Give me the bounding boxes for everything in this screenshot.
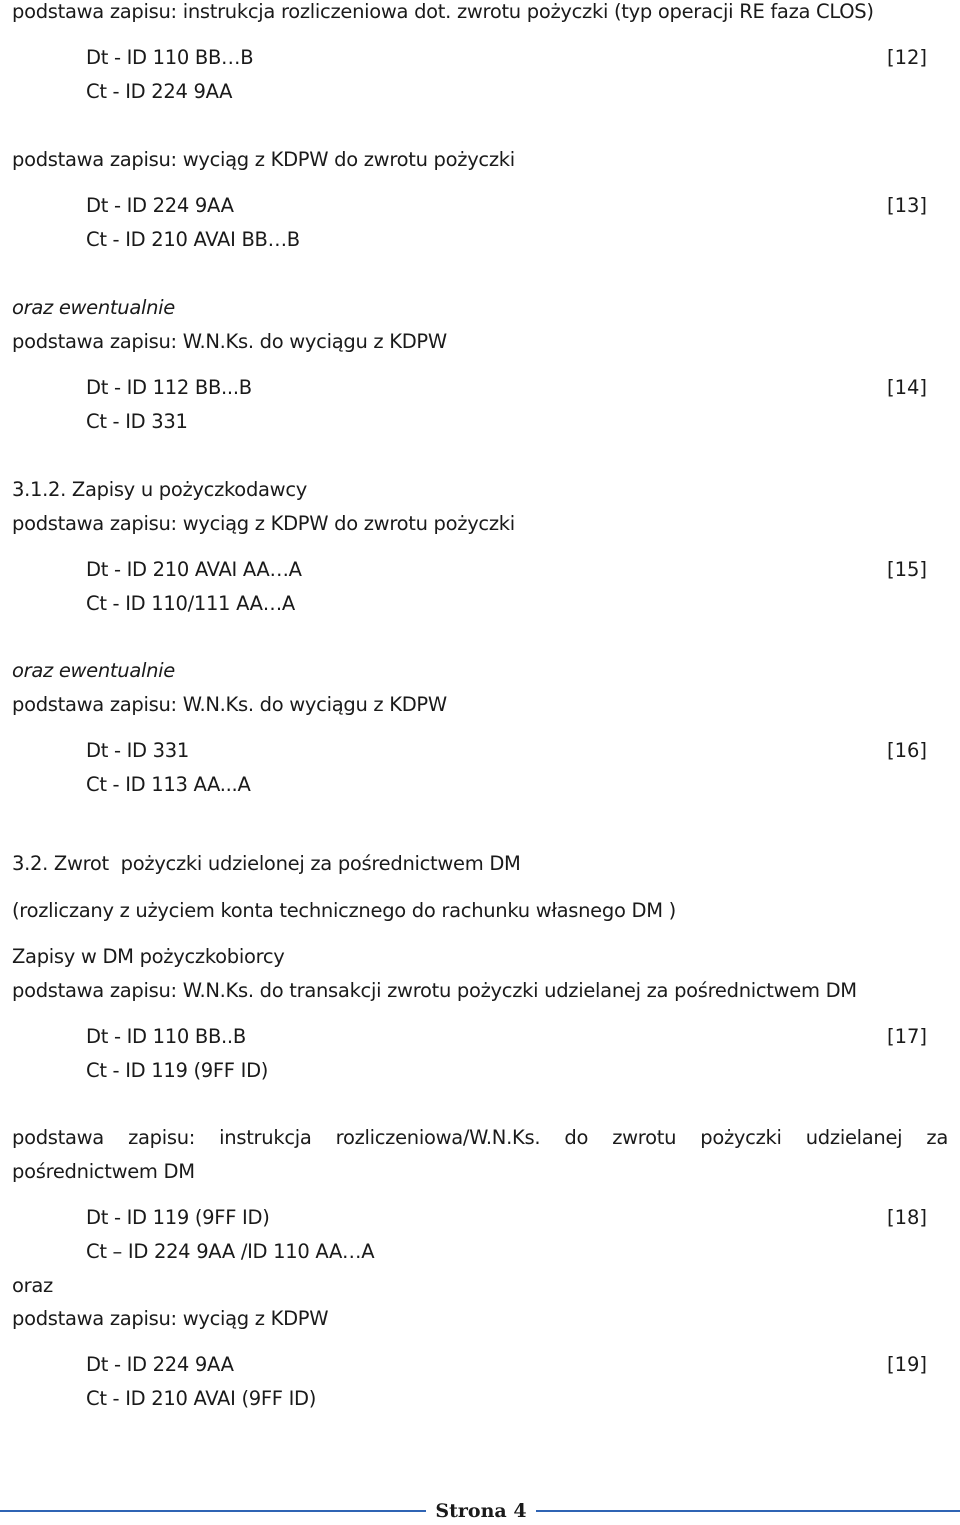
debit-entry: Dt - ID 110 BB…B	[86, 46, 254, 69]
basis-line: podstawa zapisu: W.N.Ks. do wyciągu z KDPW	[12, 330, 447, 353]
section-heading: 3.1.2. Zapisy u pożyczkodawcy	[12, 478, 307, 501]
entry-ref-14: [14]	[886, 376, 927, 399]
credit-entry: Ct – ID 224 9AA /ID 110 AA…A	[86, 1240, 375, 1263]
basis-line: podstawa zapisu: W.N.Ks. do transakcji zwrotu pożyczki udzielanej za pośrednictwem DM	[12, 979, 857, 1002]
debit-entry: Dt - ID 224 9AA	[86, 1353, 234, 1376]
page-number: Strona 4	[426, 1497, 536, 1525]
entry-ref-13: [13]	[886, 194, 927, 217]
debit-entry: Dt - ID 110 BB..B	[86, 1025, 246, 1048]
section-heading: 3.2. Zwrot pożyczki udzielonej za pośrednictwem DM	[12, 852, 521, 875]
entry-ref-17: [17]	[886, 1025, 927, 1048]
entry-ref-18: [18]	[886, 1206, 927, 1229]
credit-entry: Ct - ID 210 AVAI (9FF ID)	[86, 1387, 317, 1410]
basis-line: podstawa zapisu: instrukcja rozliczeniowa dot. zwrotu pożyczki (typ operacji RE faza CLOS)	[12, 0, 874, 23]
conjunction-note: oraz	[12, 1274, 53, 1297]
debit-entry: Dt - ID 224 9AA	[86, 194, 234, 217]
section-subtitle: (rozliczany z użyciem konta technicznego do rachunku własnego DM )	[12, 899, 676, 922]
basis-line-justified: podstawa zapisu: instrukcja rozliczeniowa/W.N.Ks. do zwrotu pożyczki udzielanej za	[12, 1126, 948, 1149]
entry-ref-15: [15]	[886, 558, 927, 581]
credit-entry: Ct - ID 113 AA...A	[86, 773, 251, 796]
basis-line: podstawa zapisu: wyciąg z KDPW do zwrotu pożyczki	[12, 148, 515, 171]
basis-line: podstawa zapisu: wyciąg z KDPW	[12, 1307, 329, 1330]
debit-entry: Dt - ID 119 (9FF ID)	[86, 1206, 270, 1229]
basis-line: podstawa zapisu: wyciąg z KDPW do zwrotu pożyczki	[12, 512, 515, 535]
optional-note: oraz ewentualnie	[12, 659, 175, 682]
optional-note: oraz ewentualnie	[12, 296, 175, 319]
entry-ref-16: [16]	[886, 739, 927, 762]
basis-line: podstawa zapisu: W.N.Ks. do wyciągu z KDPW	[12, 693, 447, 716]
basis-line-continuation: pośrednictwem DM	[12, 1160, 195, 1183]
credit-entry: Ct - ID 331	[86, 410, 188, 433]
credit-entry: Ct - ID 224 9AA	[86, 80, 233, 103]
debit-entry: Dt - ID 331	[86, 739, 189, 762]
credit-entry: Ct - ID 110/111 AA…A	[86, 592, 295, 615]
debit-entry: Dt - ID 112 BB...B	[86, 376, 252, 399]
credit-entry: Ct - ID 210 AVAI BB…B	[86, 228, 300, 251]
subsection-heading: Zapisy w DM pożyczkobiorcy	[12, 945, 285, 968]
entry-ref-12: [12]	[886, 46, 927, 69]
debit-entry: Dt - ID 210 AVAI AA…A	[86, 558, 302, 581]
entry-ref-19: [19]	[886, 1353, 927, 1376]
credit-entry: Ct - ID 119 (9FF ID)	[86, 1059, 269, 1082]
